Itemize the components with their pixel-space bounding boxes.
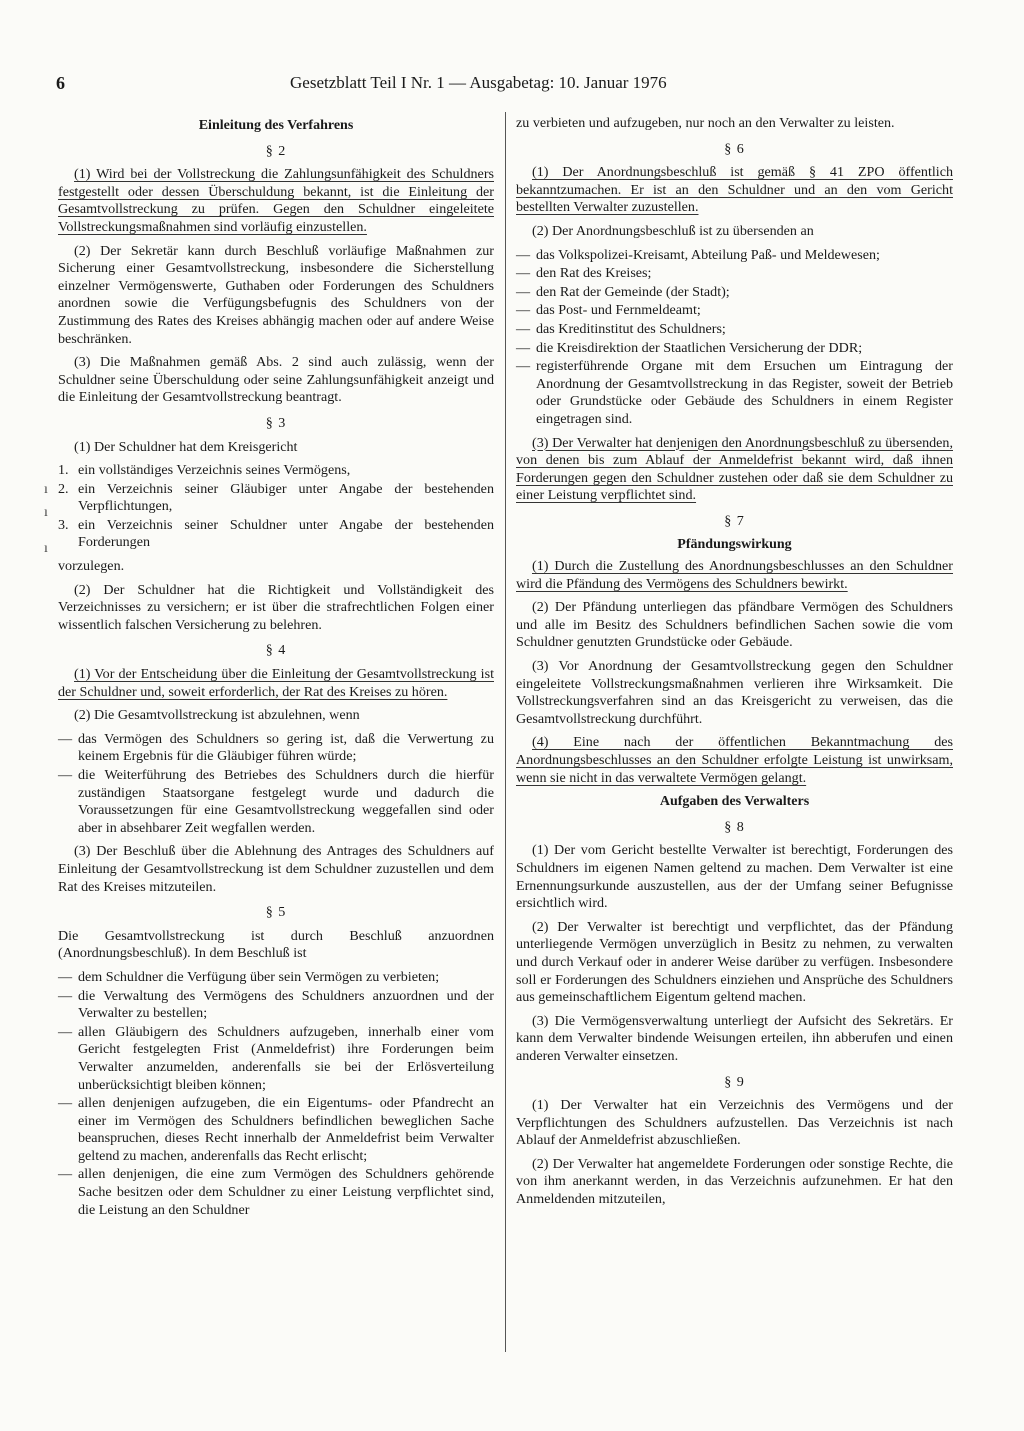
margin-tick-mark: ı <box>44 505 48 520</box>
s6-paragraph-1: (1) Der Anordnungsbeschluß ist gemäß § 41 ZPO öffentlich bekanntzumachen. Er ist an den Schuldner und an den vom Gericht bestellten Verwalter zuzustellen. <box>516 164 953 216</box>
list-item <box>58 1166 494 1219</box>
item-marker: — <box>516 339 531 356</box>
item-marker: — <box>58 987 73 1004</box>
list-item <box>58 481 494 516</box>
item-text: das Kreditinstitut des Schuldners; <box>536 320 726 337</box>
section-label-4: § 4 <box>265 642 287 659</box>
section-label-2: § 2 <box>265 142 287 159</box>
item-marker: — <box>58 1023 73 1040</box>
section-label-5: § 5 <box>265 904 287 921</box>
s7-paragraph-3: (3) Vor Anordnung der Gesamtvollstreckung gegen den Schuldner eingeleitete Vollstreckungsmaßnahmen verlieren ihre Wirksamkeit. Die Vollstreckungsverfahren sind an das Kreisgericht zu verweisen, das die Gesamtvollstreckung durchführt. <box>516 658 953 727</box>
item-text: die Weiterführung des Betriebes des Schuldners durch die hierfür zuständigen Staatsorgane festgelegt wurde und dadurch die Voraussetzungen für eine Gesamtvollstreckung weggefallen sind oder aber in absehbarer Zeit wegfallen werden. <box>78 767 494 836</box>
item-marker: — <box>58 730 73 747</box>
margin-tick-mark: ı <box>44 541 48 556</box>
page-header <box>56 73 956 97</box>
column-divider <box>505 112 506 1352</box>
item-text: die Kreisdirektion der Staatlichen Versicherung der DDR; <box>536 339 863 356</box>
left-column <box>58 115 494 1225</box>
item-text: dem Schuldner die Verfügung über sein Vermögen zu verbieten; <box>78 968 440 985</box>
s9-paragraph-2: (2) Der Verwalter hat angemeldete Forderungen oder sonstige Rechte, die von ihm anerkannt werden, in das Verzeichnis aufzunehmen. Er hat den Anmeldenden mitzuteilen, <box>516 1155 953 1208</box>
item-marker: 1. <box>58 462 69 479</box>
s7-paragraph-4: (4) Eine nach der öffentlichen Bekanntmachung des Anordnungsbeschlusses an den Schuldner erfolgte Leistung ist unwirksam, wenn sie nicht in das verwaltete Vermögen gelangt. <box>516 734 953 786</box>
item-marker: — <box>516 265 531 282</box>
margin-tick-mark: ı <box>44 482 48 497</box>
item-marker: — <box>58 767 73 783</box>
list-item <box>58 1024 494 1094</box>
list-item <box>58 767 494 837</box>
right-column <box>516 115 953 1215</box>
item-text: das Volkspolizei-Kreisamt, Abteilung Paß- und Meldewesen; <box>536 246 880 263</box>
running-title: Gesetzblatt Teil I Nr. 1 — Ausgabetag: 10. Januar 1976 <box>290 73 667 92</box>
heading-verwalter: Aufgaben des Verwalters <box>659 794 810 810</box>
s5-list <box>58 969 494 1219</box>
item-text: den Rat des Kreises; <box>536 265 652 282</box>
item-marker: 3. <box>58 516 69 533</box>
s7-paragraph-2: (2) Der Pfändung unterliegen das pfändbare Vermögen des Schuldners und alle im Besitz des Schuldners befindlichen Sachen sowie die vom Schuldner genutzten Grundstücke oder Gebäude. <box>516 599 953 651</box>
continuation-text: zu verbieten und aufzugeben, nur noch an den Verwalter zu leisten. <box>516 115 895 131</box>
s7-paragraph-1: (1) Durch die Zustellung des Anordnungsbeschlusses an den Schuldner wird die Pfändung des Vermögens des Schuldners bewirkt. <box>516 558 953 592</box>
s3-intro: (1) Der Schuldner hat dem Kreisgericht <box>74 438 298 455</box>
list-item <box>516 321 953 339</box>
s8-paragraph-3: (3) Die Vermögensverwaltung unterliegt der Aufsicht des Sekretärs. Er kann dem Verwalter bindende Weisungen erteilen, ihn abberufen und einen anderen Verwalter einsetzen. <box>516 1012 953 1064</box>
item-text: ein vollständiges Verzeichnis seines Vermögens, <box>78 462 351 479</box>
item-marker: — <box>516 358 531 375</box>
item-text: allen denjenigen aufzugeben, die ein Eigentums- oder Pfandrecht an einer im Vermögen des Schuldners befindlichen beweglichen Sache beanspruchen, dieses Recht innerhalb der Anmeldefrist beim Verwalter geltend zu machen, anderenfalls das Recht erlischt; <box>78 1095 494 1164</box>
s4-intro-2: (2) Die Gesamtvollstreckung ist abzulehnen, wenn <box>74 707 360 724</box>
item-marker: — <box>516 246 531 263</box>
list-item <box>58 988 494 1023</box>
list-item <box>58 517 494 552</box>
list-item <box>516 247 953 265</box>
item-text: den Rat der Gemeinde (der Stadt); <box>536 283 730 300</box>
s4-paragraph-3: (3) Der Beschluß über die Ablehnung des Antrages des Schuldners auf Einleitung der Gesamtvollstreckung ist dem Schuldner zuzustellen und dem Rat des Kreises mitzuteilen. <box>58 843 494 895</box>
heading-einleitung: Einleitung des Verfahrens <box>198 118 354 133</box>
s2-paragraph-3: (3) Die Maßnahmen gemäß Abs. 2 sind auch zulässig, wenn der Schuldner seine Überschuldung oder seine Zahlungsunfähigkeit anzeigt und die Einleitung der Gesamtvollstreckung beantragt. <box>58 354 494 406</box>
section-label-7: § 7 <box>724 512 745 529</box>
list-item <box>516 302 953 320</box>
list-item <box>516 265 953 283</box>
list-item <box>58 462 494 480</box>
item-marker: — <box>58 968 73 985</box>
s6-list <box>516 247 953 429</box>
item-marker: — <box>516 283 531 300</box>
item-marker: — <box>516 302 531 319</box>
s3-paragraph-2: (2) Der Schuldner hat die Richtigkeit und Vollständigkeit des Verzeichnisses zu versichern; er ist über die strafrechtlichen Folgen einer wissentlich falschen Versicherung zu belehren. <box>58 581 494 633</box>
item-marker: — <box>516 320 531 337</box>
section-label-6: § 6 <box>724 140 745 157</box>
item-text: die Verwaltung des Vermögens des Schuldners anzuordnen und der Verwalter zu bestellen; <box>78 987 494 1022</box>
section-label-3: § 3 <box>265 414 287 431</box>
item-text: das Vermögen des Schuldners so gering ist, daß die Verwertung zu keinem Ergebnis für die Gläubiger führen würde; <box>78 730 494 765</box>
section-label-9: § 9 <box>724 1073 745 1090</box>
s3-outro: vorzulegen. <box>58 558 125 575</box>
list-item <box>516 340 953 358</box>
s8-paragraph-1: (1) Der vom Gericht bestellte Verwalter ist berechtigt, Forderungen des Schuldners im eigenen Namen geltend zu machen. Dem Verwalter ist eine Ernennungsurkunde auszustellen, aus der der Umfang seiner Befugnisse ersichtlich wird. <box>516 842 953 912</box>
s3-list <box>58 462 494 552</box>
s4-list <box>58 731 494 838</box>
item-text: ein Verzeichnis seiner Schuldner unter Angabe der bestehenden Forderungen <box>78 516 494 551</box>
item-text: allen Gläubigern des Schuldners aufzugeben, innerhalb einer vom Gericht festgelegten Frist (Anmeldefrist) ihre Forderungen beim Verwalter anzumelden, anderenfalls sie bei der Erlösverteilung unberücksichtigt bleiben können; <box>78 1023 494 1093</box>
s9-paragraph-1: (1) Der Verwalter hat ein Verzeichnis des Vermögens und der Verpflichtungen des Schuldners aufzustellen. Das Verzeichnis ist nach Ablauf der Anmeldefrist abzuschließen. <box>516 1097 953 1149</box>
page-number: 6 <box>56 73 65 93</box>
s4-paragraph-1: (1) Vor der Entscheidung über die Einleitung der Gesamtvollstreckung ist der Schuldner und, soweit erforderlich, der Rat des Kreises zu hören. <box>58 666 494 700</box>
item-text: registerführende Organe mit dem Ersuchen um Eintragung der Anordnung der Gesamtvollstreckung in das Register, soweit der Betrieb oder Grundstücke oder Gebäude des Schuldners in einem Register eingetragen sind. <box>536 358 953 427</box>
item-text: ein Verzeichnis seiner Gläubiger unter Angabe der bestehenden Verpflichtungen, <box>78 480 494 515</box>
list-item <box>58 731 494 766</box>
s6-intro-2: (2) Der Anordnungsbeschluß ist zu übersenden an <box>532 222 814 239</box>
item-marker: 2. <box>58 480 69 497</box>
item-marker: — <box>58 1095 73 1112</box>
s2-paragraph-1: (1) Wird bei der Vollstreckung die Zahlungsunfähigkeit des Schuldners festgestellt oder dessen Überschuldung bekannt, ist die Einleitung der Gesamtvollstreckung zu prüfen. Gegen den Schuldner eingeleitete Vollstreckungsmaßnahmen sind vorläufig einzustellen. <box>58 166 494 235</box>
s6-paragraph-3: (3) Der Verwalter hat denjenigen den Anordnungsbeschluß zu übersenden, von denen bis zum Ablauf der Anmeldefrist bekannt wird, daß ihnen Forderungen gegen den Schuldner zustehen oder daß sie dem Schuldner zu einer Leistung verpflichtet sind. <box>516 434 953 504</box>
heading-pfaendungswirkung: Pfändungswirkung <box>677 537 792 553</box>
s2-paragraph-2: (2) Der Sekretär kann durch Beschluß vorläufige Maßnahmen zur Sicherung einer Gesamtvollstreckung, insbesondere die Sicherstellung einzelner Vermögenswerte, Guthaben oder Forderungen des Schuldners anordnen sowie die Verfügungsbefugnis des Schuldners von der Zustimmung des Rates des Kreises abhängig machen oder auf andere Weise beschränken. <box>58 242 494 347</box>
item-marker: — <box>58 1166 73 1183</box>
section-label-8: § 8 <box>724 818 745 835</box>
item-text: das Post- und Fernmeldeamt; <box>536 302 701 319</box>
item-text: allen denjenigen, die eine zum Vermögen des Schuldners gehörende Sache besitzen oder dem Schuldner zu einer Leistung verpflichtet sind, die Leistung an den Schuldner <box>78 1166 494 1218</box>
list-item <box>516 284 953 302</box>
list-item <box>58 969 494 987</box>
s8-paragraph-2: (2) Der Verwalter ist berechtigt und verpflichtet, das der Pfändung unterliegende Vermögen unverzüglich in Besitz zu nehmen, zu verwalten und durch Verkauf oder in anderer Weise darüber zu verfügen. Insbesondere soll er Forderungen des Schuldners einziehen und Ansprüche des Schuldners aus gemeinschaftlichem Eigentum geltend machen. <box>516 918 953 1006</box>
s5-intro: Die Gesamtvollstreckung ist durch Beschluß anzuordnen (Anordnungsbeschluß). In dem Beschluß ist <box>58 927 494 962</box>
list-item <box>516 358 953 428</box>
list-item <box>58 1095 494 1165</box>
